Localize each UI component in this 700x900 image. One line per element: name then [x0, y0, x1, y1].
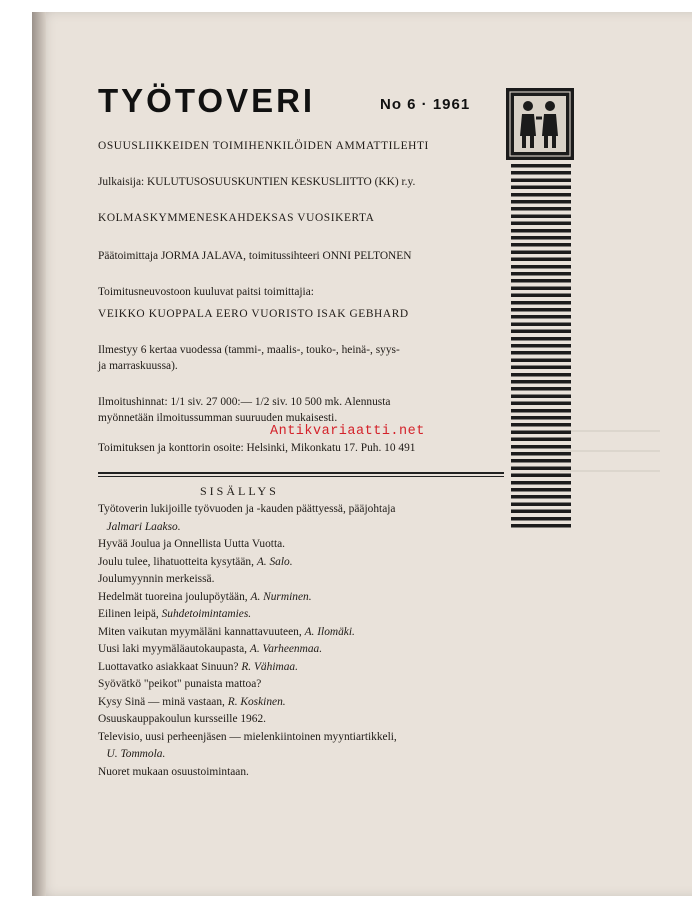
- magazine-title: TYÖTOVERI: [98, 82, 316, 119]
- toc-item: Hyvää Joulua ja Onnellista Uutta Vuotta.: [98, 538, 286, 550]
- toc-item: Televisio, uusi perheenjäsen — mielenkiintoinen myyntiartikkeli, U. Tommola.: [98, 730, 397, 760]
- board-intro: Toimitusneuvostoon kuuluvat paitsi toimittajia:: [98, 286, 314, 298]
- contents-heading: SISÄLLYS: [200, 484, 279, 498]
- toc-item: Joulu tulee, lihatuotteita kysytään, A. Salo.: [98, 555, 293, 568]
- editors: Päätoimittaja JORMA JALAVA, toimitussihteeri ONNI PELTONEN: [98, 250, 412, 262]
- decorative-stripe-column: [511, 164, 571, 530]
- address: Toimituksen ja konttorin osoite: Helsinki, Mikonkatu 17. Puh. 10 491: [98, 442, 416, 454]
- toc-item: Uusi laki myymäläautokaupasta, A. Varheenmaa.: [98, 643, 323, 655]
- toc-item: Työtoverin lukijoille työvuoden ja -kauden päättyessä, pääjohtaja Jalmari Laakso.: [98, 503, 396, 533]
- publisher: Julkaisija: KULUTUSOSUUSKUNTIEN KESKUSLIITTO (KK) r.y.: [98, 176, 416, 188]
- toc-item: Luottavatko asiakkaat Sinuun? R. Vähimaa.: [98, 660, 298, 673]
- toc-item: Hedelmät tuoreina joulupöytään, A. Nurminen.: [98, 590, 312, 603]
- toc-item: Eilinen leipä, Suhdetoimintamies.: [98, 608, 252, 620]
- toc-item: Nuoret mukaan osuustoimintaan.: [98, 765, 249, 778]
- page-gutter-shadow: [32, 12, 46, 896]
- ad-prices-line-2: myönnetään ilmoitussumman suuruuden mukaisesti.: [98, 412, 338, 424]
- volume: KOLMASKYMMENESKAHDEKSAS VUOSIKERTA: [98, 212, 375, 224]
- show-through-line: [560, 450, 660, 452]
- table-of-contents: [98, 501, 518, 781]
- issue-number: No 6 · 1961: [380, 96, 471, 113]
- divider-rule-thin: [98, 476, 504, 477]
- masthead: [98, 82, 518, 122]
- board-members: VEIKKO KUOPPALA EERO VUORISTO ISAK GEBHARD: [98, 308, 409, 320]
- toc-item: Syövätkö "peikot" punaista mattoa?: [98, 678, 262, 690]
- toc-item: Osuuskauppakoulun kursseille 1962.: [98, 713, 266, 725]
- frequency-line-1: Ilmestyy 6 kertaa vuodessa (tammi-, maalis-, touko-, heinä-, syys-: [98, 344, 400, 356]
- show-through-line: [560, 470, 660, 472]
- divider-rule: [98, 472, 504, 474]
- ad-prices-line-1: Ilmoitushinnat: 1/1 siv. 27 000:— 1/2 siv. 10 500 mk. Alennusta: [98, 396, 391, 408]
- subtitle: OSUUSLIIKKEIDEN TOIMIHENKILÖIDEN AMMATTILEHTI: [98, 140, 429, 152]
- frequency-line-2: ja marraskuussa).: [98, 360, 178, 372]
- toc-item: Miten vaikutan myymäläni kannattavuuteen, A. Ilomäki.: [98, 625, 355, 638]
- toc-item: Kysy Sinä — minä vastaan, R. Koskinen.: [98, 695, 286, 708]
- magazine-logo-figures-icon: [506, 88, 574, 160]
- toc-item: Joulumyynnin merkeissä.: [98, 573, 215, 585]
- show-through-line: [560, 430, 660, 432]
- watermark: Antikvariaatti.net: [270, 424, 425, 439]
